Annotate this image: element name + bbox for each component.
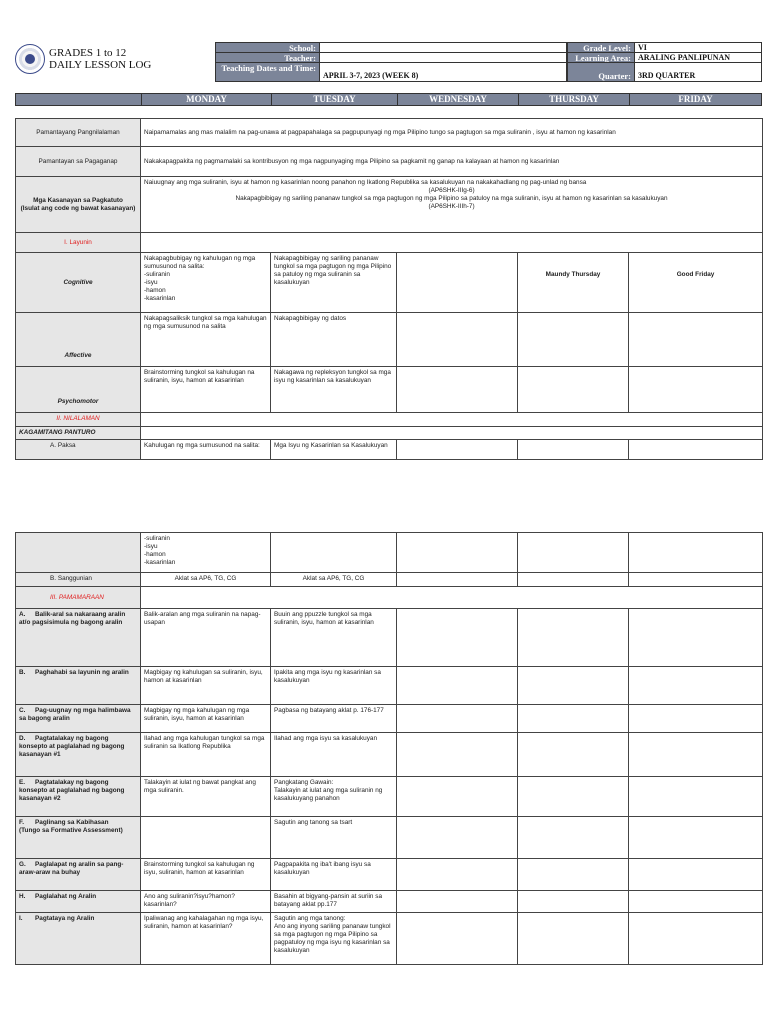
kasanayan-code-2: (AP6SHK-IIIh-7) [428, 203, 475, 210]
dates-value: APRIL 3-7, 2023 (WEEK 8) [319, 62, 567, 82]
proc-row-h-friday [629, 891, 763, 913]
day-thursday: THURSDAY [518, 94, 629, 105]
deped-seal-icon [15, 44, 45, 74]
day-tuesday: TUESDAY [271, 94, 397, 105]
thursday-note: Maundy Thursday [518, 253, 629, 313]
proc-row-f-monday [141, 817, 271, 859]
dates-label: Teaching Dates and Time: [215, 62, 320, 82]
proc-row-b-text: Paghahabi sa layunin ng aralin [35, 669, 129, 676]
psychomotor-friday [629, 367, 763, 413]
paksa-monday: Kahulugan ng mga sumusunod na salita: [141, 440, 271, 460]
teacher-label: Teacher: [215, 52, 320, 63]
proc-row-f-thursday [518, 817, 629, 859]
proc-row-c-letter: C. [19, 707, 26, 714]
proc-row-b-tuesday: Ipakita ang mga isyu ng kasarinlan sa kasalukuyan [271, 667, 397, 705]
pagganap-text: Nakakapagpakita ng pagmamalaki sa kontribusyon ng mga nagpunyaging mga Pilipino sa pagkamit ng ganap na kalayaan at hamon ng kasarinlan [141, 147, 763, 177]
proc-row-c-wednesday [397, 705, 518, 733]
proc-row-a-friday [629, 609, 763, 667]
proc-row-i-thursday [518, 913, 629, 965]
proc-row-b-label [16, 667, 141, 705]
grade-value: VI [634, 42, 762, 53]
proc-row-g-wednesday [397, 859, 518, 891]
proc-row-c-thursday [518, 705, 629, 733]
proc-row-b-wednesday [397, 667, 518, 705]
area-label: Learning Area: [567, 52, 635, 63]
lesson-table-page-1 [15, 118, 763, 460]
proc-row-c-friday [629, 705, 763, 733]
paksa-wednesday [397, 440, 518, 460]
proc-row-d-friday [629, 733, 763, 777]
proc-row-i-wednesday [397, 913, 518, 965]
pagganap-label: Pamantayan sa Pagaganap [16, 147, 141, 177]
proc-row-a-wednesday [397, 609, 518, 667]
proc-row-d-text: Pagtatalakay ng bagong konsepto at paglalahad ng bagong kasanayan #1 [19, 735, 125, 758]
paksa-tuesday: Mga Isyu ng Kasarinlan sa Kasalukuyan [271, 440, 397, 460]
nilalaman-empty [141, 413, 763, 427]
psychomotor-thursday [518, 367, 629, 413]
proc-row-a-letter: A. [19, 611, 26, 618]
proc-row-f-letter: F. [19, 819, 24, 826]
proc-row-b-thursday [518, 667, 629, 705]
proc-row-g-text: Paglalapat ng aralin sa pang-araw-araw na buhay [19, 861, 124, 876]
proc-row-h-letter: H. [19, 893, 26, 900]
cognitive-tuesday: Nakapagbibigay ng sariling pananaw tungkol sa mga pagtugon ng mga Pilipino sa patuloy ng mga suliranin sa kasalukuyan [271, 253, 397, 313]
day-wednesday: WEDNESDAY [397, 94, 518, 105]
school-label: School: [215, 42, 320, 53]
proc-row-e-monday: Talakayin at iulat ng bawat pangkat ang mga suliranin. [141, 777, 271, 817]
sanggunian-label: B. Sanggunian [16, 573, 141, 587]
proc-row-d-tuesday: Ilahad ang mga isyu sa kasalukuyan [271, 733, 397, 777]
proc-row-e-friday [629, 777, 763, 817]
paksa-thursday [518, 440, 629, 460]
cognitive-label: Cognitive [16, 253, 141, 313]
proc-row-g-label [16, 859, 141, 891]
proc-row-d-thursday [518, 733, 629, 777]
cognitive-wednesday [397, 253, 518, 313]
proc-row-a-text: Balik-aral sa nakaraang aralin at/o pagsisimula ng bagong aralin [19, 611, 126, 626]
proc-row-f-text: Paglinang sa Kabihasan (Tungo sa Formative Assessment) [19, 819, 123, 834]
affective-label: Affective [16, 313, 141, 367]
sanggunian-tuesday: Aklat sa AP6, TG, CG [271, 573, 397, 587]
kasanayan-label: Mga Kasanayan sa Pagkatuto (Isulat ang code ng bawat kasanayan) [16, 177, 141, 233]
proc-row-f-label [16, 817, 141, 859]
proc-row-c-label [16, 705, 141, 733]
proc-row-i-text: Pagtataya ng Aralin [35, 915, 95, 922]
proc-row-d-label [16, 733, 141, 777]
proc-row-c-tuesday: Pagbasa ng batayang aklat p. 176-177 [271, 705, 397, 733]
quarter-value: 3RD QUARTER [634, 62, 762, 82]
quarter-label: Quarter: [567, 62, 635, 82]
proc-row-i-label [16, 913, 141, 965]
proc-row-e-thursday [518, 777, 629, 817]
proc-row-a-label [16, 609, 141, 667]
affective-wednesday [397, 313, 518, 367]
proc-row-i-tuesday: Sagutin ang mga tanong: Ano ang inyong sariling pananaw tungkol sa mga pagtugon ng mga Pilipino sa pagpatuloy ng mga isyu ng kasarinlan sa kasalukuyan [271, 913, 397, 965]
affective-friday [629, 313, 763, 367]
affective-tuesday: Nakapagbibigay ng datos [271, 313, 397, 367]
layunin-empty [141, 233, 763, 253]
proc-row-h-text: Paglalahat ng Aralin [35, 893, 97, 900]
paksa-friday [629, 440, 763, 460]
pamantayang-text: Naipamamalas ang mas malalim na pag-unawa at pagpapahalaga sa pagpupunyagi ng mga Pilipino tungo sa pagtugon sa mga suliranin , isyu at hamon ng kasarinlan [141, 119, 763, 147]
psychomotor-tuesday: Nakagawa ng repleksyon tungkol sa mga isyu ng kasarinlan sa kasalukuyan [271, 367, 397, 413]
sanggunian-wednesday [397, 573, 518, 587]
proc-row-g-thursday [518, 859, 629, 891]
day-friday: FRIDAY [629, 94, 761, 105]
affective-monday: Nakapagsaliksik tungkol sa mga kahulugan ng mga sumusunod na salita [141, 313, 271, 367]
proc-row-f-wednesday [397, 817, 518, 859]
title-line-1: GRADES 1 to 12 [49, 47, 127, 59]
sanggunian-friday [629, 573, 763, 587]
proc-row-f-friday [629, 817, 763, 859]
proc-row-h-wednesday [397, 891, 518, 913]
proc-row-h-thursday [518, 891, 629, 913]
pamamaraan-empty [141, 587, 763, 609]
grade-label: Grade Level: [567, 42, 635, 53]
proc-row-g-letter: G. [19, 861, 26, 868]
sanggunian-monday: Aklat sa AP6, TG, CG [141, 573, 271, 587]
pamantayang-label: Pamantayang Pangnilalaman [16, 119, 141, 147]
page-1 [0, 0, 768, 486]
proc-row-d-wednesday [397, 733, 518, 777]
proc-row-e-text: Pagtatalakay ng bagong konsepto at paglalahad ng bagong kasanayan #2 [19, 779, 125, 802]
proc-row-d-letter: D. [19, 735, 26, 742]
proc-row-b-letter: B. [19, 669, 26, 676]
paksa-cont-thursday [518, 533, 629, 573]
pamamaraan-label: III. PAMAMARAAN [16, 587, 141, 609]
paksa-cont-tuesday [271, 533, 397, 573]
day-header-bar [15, 93, 762, 106]
proc-row-c-monday: Magbigay ng mga kahulugan ng mga suliranin, isyu, hamon at kasarinlan [141, 705, 271, 733]
proc-row-b-monday: Magbigay ng kahulugan sa suliranin, isyu, hamon at kasarinlan [141, 667, 271, 705]
kasanayan-cell [141, 177, 763, 233]
kagamitang-label: KAGAMITANG PANTURO [16, 427, 141, 440]
area-value: ARALING PANLIPUNAN [634, 52, 762, 63]
day-monday: MONDAY [141, 94, 271, 105]
proc-row-h-label [16, 891, 141, 913]
proc-row-d-monday: Ilahad ang mga kahulugan tungkol sa mga suliranin sa Ikatlong Republika [141, 733, 271, 777]
proc-row-h-monday: Ano ang suliranin?isyu?hamon? kasarinlan? [141, 891, 271, 913]
proc-row-c-text: Pag-uugnay ng mga halimbawa sa bagong aralin [19, 707, 131, 722]
proc-row-b-friday [629, 667, 763, 705]
proc-row-e-tuesday: Pangkatang Gawain: Talakayin at iulat ang mga suliranin ng kasalukuyang panahon [271, 777, 397, 817]
proc-row-a-monday: Balik-aralan ang mga suliranin na napag-usapan [141, 609, 271, 667]
psychomotor-wednesday [397, 367, 518, 413]
sanggunian-thursday [518, 573, 629, 587]
affective-thursday [518, 313, 629, 367]
lesson-table-page-2 [15, 532, 763, 965]
proc-row-e-label [16, 777, 141, 817]
kasanayan-line-1: Naiuugnay ang mga suliranin, isyu at hamon ng kasarinlan noong panahon ng Ikatlong Republika sa kasalukuyan na nakakahadlang ng pag-unlad ng bansa [144, 179, 587, 186]
paksa-cont-friday [629, 533, 763, 573]
proc-row-g-tuesday: Pagpapakita ng iba't ibang isyu sa kasalukuyan [271, 859, 397, 891]
paksa-cont-label [16, 533, 141, 573]
layunin-label: I. Layunin [16, 233, 141, 253]
title-line-2: DAILY LESSON LOG [49, 59, 152, 71]
nilalaman-label: II. NILALAMAN [16, 413, 141, 427]
friday-note: Good Friday [629, 253, 763, 313]
psychomotor-monday: Brainstorming tungkol sa kahulugan na suliranin, isyu, hamon at kasarinlan [141, 367, 271, 413]
cognitive-monday: Nakapagbubigay ng kahulugan ng mga sumusunod na salita: -suliranin -isyu -hamon -kasarinlan [141, 253, 271, 313]
proc-row-e-wednesday [397, 777, 518, 817]
proc-row-g-friday [629, 859, 763, 891]
proc-row-i-monday: Ipaliwanag ang kahalagahan ng mga isyu, suliranin, hamon at kasarinlan? [141, 913, 271, 965]
paksa-label: A. Paksa [16, 440, 141, 460]
proc-row-e-letter: E. [19, 779, 26, 786]
page-gap [0, 486, 768, 512]
paksa-cont-monday: -suliranin -isyu -hamon -kasarinlan [141, 533, 271, 573]
proc-row-a-thursday [518, 609, 629, 667]
kasanayan-code-1: (AP6SHK-IIIg-6) [428, 187, 475, 194]
proc-row-a-tuesday: Buuin ang ppuzzle tungkol sa mga suliranin, isyu, hamon at kasarinlan [271, 609, 397, 667]
proc-row-i-letter: I. [19, 915, 23, 922]
proc-row-h-tuesday: Basahin at bigyang-pansin at suriin sa batayang aklat pp.177 [271, 891, 397, 913]
kasanayan-line-2: Nakapagbibigay ng sariling pananaw tungkol sa mga pagtugon ng mga Pilipino sa patuloy na mga suliranin, isyu at hamon ng kasarinlan sa kasalukuyan [235, 195, 668, 202]
paksa-cont-wednesday [397, 533, 518, 573]
page-2 [0, 512, 768, 1024]
proc-row-f-tuesday: Sagutin ang tanong sa tsart [271, 817, 397, 859]
proc-row-g-monday: Brainstorming tungkol sa kahulugan ng isyu, suliranin, hamon at kasarinlan [141, 859, 271, 891]
psychomotor-label: Psychomotor [16, 367, 141, 413]
kagamitang-empty [141, 427, 763, 440]
proc-row-i-friday [629, 913, 763, 965]
